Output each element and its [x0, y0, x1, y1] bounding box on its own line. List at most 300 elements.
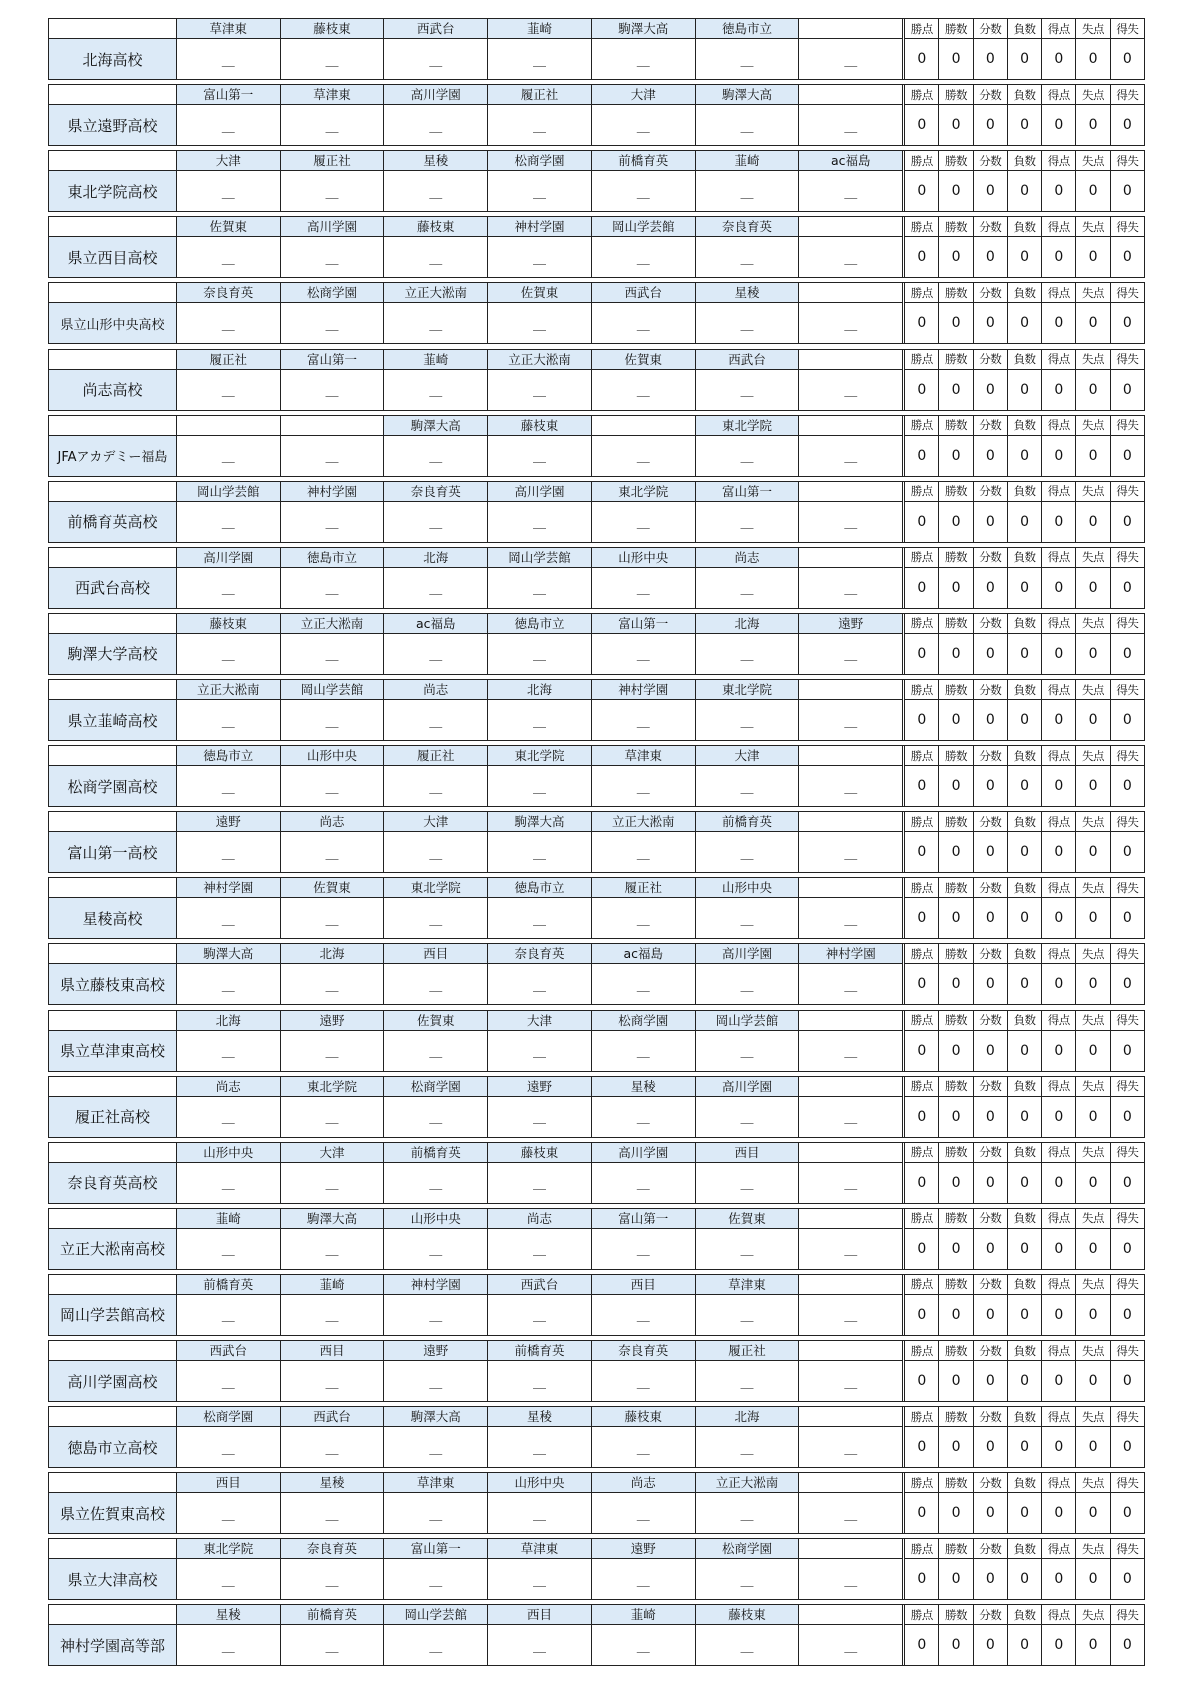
opponent-label: 星稜: [176, 1605, 280, 1625]
stat-value: 0: [973, 501, 1007, 542]
match-score-cell[interactable]: ＿: [695, 105, 799, 146]
stat-value: 0: [905, 898, 939, 939]
stat-value: 0: [939, 766, 973, 807]
stat-value: 0: [1042, 766, 1076, 807]
match-score-cell[interactable]: ＿: [280, 567, 384, 608]
stat-value: 0: [1110, 1625, 1144, 1666]
match-score-cell[interactable]: ＿: [695, 766, 799, 807]
match-score-cell[interactable]: ＿: [488, 964, 592, 1005]
stat-header: 得点: [1042, 151, 1076, 171]
stat-header: 勝数: [939, 746, 973, 766]
match-score-cell[interactable]: ＿: [280, 435, 384, 476]
match-score-cell[interactable]: ＿: [280, 501, 384, 542]
stat-value: 0: [1110, 1559, 1144, 1600]
opponent-label: 遠野: [176, 812, 280, 832]
match-score-cell[interactable]: ＿: [384, 171, 488, 212]
match-score-cell[interactable]: ＿: [384, 1625, 488, 1666]
stat-value: 0: [973, 1096, 1007, 1137]
match-score-cell[interactable]: ＿: [488, 766, 592, 807]
match-score-cell[interactable]: ＿: [384, 237, 488, 278]
stat-value: 0: [905, 1096, 939, 1137]
opponent-label: [799, 19, 903, 39]
match-score-cell[interactable]: ＿: [799, 633, 903, 674]
match-score-cell[interactable]: ＿: [280, 105, 384, 146]
match-score-cell[interactable]: ＿: [591, 633, 695, 674]
opponent-label: 駒澤大高: [695, 85, 799, 105]
match-score-cell[interactable]: ＿: [799, 766, 903, 807]
team-block: [48, 1142, 1145, 1203]
stat-value: 0: [1042, 700, 1076, 741]
opponent-label: 星稜: [280, 1473, 384, 1493]
match-score-cell[interactable]: ＿: [799, 700, 903, 741]
match-score-cell[interactable]: ＿: [176, 1294, 280, 1335]
opponent-label: 藤枝東: [280, 19, 384, 39]
match-score-cell[interactable]: ＿: [488, 171, 592, 212]
match-score-cell[interactable]: ＿: [384, 501, 488, 542]
stat-value: 0: [1110, 832, 1144, 873]
stat-header: 勝点: [905, 812, 939, 832]
match-score-cell[interactable]: ＿: [799, 1228, 903, 1269]
match-score-cell[interactable]: ＿: [280, 832, 384, 873]
opponent-label: 尚志: [488, 1208, 592, 1228]
match-score-cell[interactable]: ＿: [488, 832, 592, 873]
stat-value: 0: [905, 1030, 939, 1071]
match-score-cell[interactable]: ＿: [488, 700, 592, 741]
match-score-cell[interactable]: ＿: [695, 567, 799, 608]
match-score-cell[interactable]: ＿: [488, 1096, 592, 1137]
match-score-cell[interactable]: ＿: [799, 39, 903, 80]
stat-value: 0: [973, 171, 1007, 212]
match-score-cell[interactable]: ＿: [591, 766, 695, 807]
match-score-cell[interactable]: ＿: [384, 1030, 488, 1071]
stat-value: 0: [1076, 1427, 1110, 1468]
stat-value: 0: [939, 1493, 973, 1534]
match-score-cell[interactable]: ＿: [280, 171, 384, 212]
match-score-cell[interactable]: ＿: [591, 1030, 695, 1071]
opponent-label: 遠野: [280, 1010, 384, 1030]
stat-value: 0: [973, 1361, 1007, 1402]
match-score-cell[interactable]: ＿: [591, 39, 695, 80]
match-score-cell[interactable]: ＿: [591, 171, 695, 212]
team-name: 西武台高校: [49, 567, 177, 608]
opponent-label: 東北学院: [384, 878, 488, 898]
match-score-cell[interactable]: ＿: [488, 1228, 592, 1269]
match-score-cell[interactable]: ＿: [591, 105, 695, 146]
match-score-cell[interactable]: ＿: [799, 171, 903, 212]
stat-header: 分数: [973, 613, 1007, 633]
opponent-label: 藤枝東: [176, 613, 280, 633]
stat-value: 0: [1042, 1228, 1076, 1269]
match-score-cell[interactable]: ＿: [591, 700, 695, 741]
match-score-cell[interactable]: ＿: [488, 1625, 592, 1666]
match-score-cell[interactable]: ＿: [176, 1228, 280, 1269]
stat-value: 0: [905, 237, 939, 278]
team-block: [48, 1538, 1145, 1599]
stat-value: 0: [1110, 1294, 1144, 1335]
opponent-label: 韮崎: [280, 1274, 384, 1294]
match-score-cell[interactable]: ＿: [384, 898, 488, 939]
match-score-cell[interactable]: ＿: [799, 105, 903, 146]
match-score-cell[interactable]: ＿: [488, 237, 592, 278]
match-score-cell[interactable]: ＿: [799, 303, 903, 344]
team-name: 岡山学芸館高校: [49, 1294, 177, 1335]
match-score-cell[interactable]: ＿: [280, 633, 384, 674]
stat-header: 負数: [1007, 613, 1041, 633]
opponent-label: 東北学院: [591, 481, 695, 501]
stat-header: 負数: [1007, 812, 1041, 832]
stat-header: 得点: [1042, 547, 1076, 567]
stat-header: 勝点: [905, 19, 939, 39]
stat-header: 勝点: [905, 481, 939, 501]
match-score-cell[interactable]: ＿: [280, 898, 384, 939]
match-score-cell[interactable]: ＿: [280, 1427, 384, 1468]
stat-header: 勝点: [905, 349, 939, 369]
opponent-label: 韮崎: [488, 19, 592, 39]
match-score-cell[interactable]: ＿: [176, 369, 280, 410]
match-score-cell[interactable]: ＿: [384, 1096, 488, 1137]
match-score-cell[interactable]: ＿: [799, 832, 903, 873]
match-score-cell[interactable]: ＿: [695, 1493, 799, 1534]
match-score-cell[interactable]: ＿: [695, 633, 799, 674]
match-score-cell[interactable]: ＿: [591, 964, 695, 1005]
match-score-cell[interactable]: ＿: [176, 1162, 280, 1203]
match-score-cell[interactable]: ＿: [176, 1625, 280, 1666]
match-score-cell[interactable]: ＿: [799, 435, 903, 476]
match-score-cell[interactable]: ＿: [280, 1228, 384, 1269]
opponent-label: 松商学園: [591, 1010, 695, 1030]
match-score-cell[interactable]: ＿: [695, 1427, 799, 1468]
match-score-cell[interactable]: ＿: [384, 1493, 488, 1534]
match-score-cell[interactable]: ＿: [695, 1228, 799, 1269]
match-score-cell[interactable]: ＿: [695, 1559, 799, 1600]
match-score-cell[interactable]: ＿: [488, 1030, 592, 1071]
match-score-cell[interactable]: ＿: [799, 1427, 903, 1468]
match-score-cell[interactable]: ＿: [799, 1625, 903, 1666]
match-score-cell[interactable]: ＿: [176, 1361, 280, 1402]
opponent-label: 高川学園: [591, 1142, 695, 1162]
stat-header: 勝数: [939, 85, 973, 105]
match-score-cell[interactable]: ＿: [799, 237, 903, 278]
stat-header: 失点: [1076, 151, 1110, 171]
opponent-label: 高川学園: [176, 547, 280, 567]
match-score-cell[interactable]: ＿: [799, 964, 903, 1005]
match-score-cell[interactable]: ＿: [695, 1625, 799, 1666]
stat-header: 負数: [1007, 878, 1041, 898]
match-score-cell[interactable]: ＿: [799, 1162, 903, 1203]
match-score-cell[interactable]: ＿: [176, 105, 280, 146]
match-score-cell[interactable]: ＿: [384, 39, 488, 80]
match-score-cell[interactable]: ＿: [695, 964, 799, 1005]
stat-header: 得点: [1042, 812, 1076, 832]
stat-value: 0: [905, 1625, 939, 1666]
match-score-cell[interactable]: ＿: [695, 303, 799, 344]
match-score-cell[interactable]: ＿: [384, 1427, 488, 1468]
match-score-cell[interactable]: ＿: [695, 1294, 799, 1335]
stat-header: 得失: [1110, 812, 1144, 832]
match-score-cell[interactable]: ＿: [799, 1361, 903, 1402]
match-score-cell[interactable]: ＿: [176, 964, 280, 1005]
match-score-cell[interactable]: ＿: [799, 1096, 903, 1137]
opponent-label: [799, 1274, 903, 1294]
match-score-cell[interactable]: ＿: [384, 964, 488, 1005]
match-score-cell[interactable]: ＿: [591, 1361, 695, 1402]
match-score-cell[interactable]: ＿: [488, 1162, 592, 1203]
match-score-cell[interactable]: ＿: [384, 369, 488, 410]
match-score-cell[interactable]: ＿: [488, 1361, 592, 1402]
corner-cell: [49, 85, 177, 105]
match-score-cell[interactable]: ＿: [280, 1361, 384, 1402]
stat-value: 0: [973, 1162, 1007, 1203]
corner-cell: [49, 878, 177, 898]
match-score-cell[interactable]: ＿: [591, 567, 695, 608]
match-score-cell[interactable]: ＿: [384, 1228, 488, 1269]
match-score-cell[interactable]: ＿: [280, 964, 384, 1005]
opponent-label: [799, 415, 903, 435]
match-score-cell[interactable]: ＿: [280, 1030, 384, 1071]
match-score-cell[interactable]: ＿: [695, 237, 799, 278]
opponent-label: 岡山学芸館: [280, 680, 384, 700]
match-score-cell[interactable]: ＿: [695, 700, 799, 741]
match-score-cell[interactable]: ＿: [695, 39, 799, 80]
stat-header: 得点: [1042, 1208, 1076, 1228]
stat-value: 0: [1042, 1030, 1076, 1071]
match-score-cell[interactable]: ＿: [176, 237, 280, 278]
match-score-cell[interactable]: ＿: [488, 105, 592, 146]
match-score-cell[interactable]: ＿: [176, 1427, 280, 1468]
opponent-label: 松商学園: [488, 151, 592, 171]
stat-value: 0: [939, 1625, 973, 1666]
match-score-cell[interactable]: ＿: [799, 898, 903, 939]
opponent-label: 遠野: [591, 1539, 695, 1559]
stat-value: 0: [1042, 1096, 1076, 1137]
match-score-cell[interactable]: ＿: [280, 1493, 384, 1534]
opponent-label: 佐賀東: [488, 283, 592, 303]
match-score-cell[interactable]: ＿: [591, 1625, 695, 1666]
match-score-cell[interactable]: ＿: [488, 633, 592, 674]
match-score-cell[interactable]: ＿: [591, 1162, 695, 1203]
stat-header: 分数: [973, 1473, 1007, 1493]
stat-value: 0: [1076, 1096, 1110, 1137]
match-score-cell[interactable]: ＿: [591, 369, 695, 410]
opponent-label: 尚志: [280, 812, 384, 832]
stat-header: 勝点: [905, 613, 939, 633]
match-score-cell[interactable]: ＿: [591, 1096, 695, 1137]
stat-header: 負数: [1007, 85, 1041, 105]
match-score-cell[interactable]: ＿: [799, 1493, 903, 1534]
match-score-cell[interactable]: ＿: [591, 303, 695, 344]
match-score-cell[interactable]: ＿: [695, 1030, 799, 1071]
opponent-label: 尚志: [384, 680, 488, 700]
stat-value: 0: [1076, 501, 1110, 542]
opponent-label: 北海: [695, 1407, 799, 1427]
match-score-cell[interactable]: ＿: [280, 39, 384, 80]
match-score-cell[interactable]: ＿: [695, 1162, 799, 1203]
match-score-cell[interactable]: ＿: [384, 1294, 488, 1335]
stat-value: 0: [905, 435, 939, 476]
stat-value: 0: [1042, 964, 1076, 1005]
match-score-cell[interactable]: ＿: [176, 766, 280, 807]
match-score-cell[interactable]: ＿: [176, 898, 280, 939]
match-score-cell[interactable]: ＿: [695, 501, 799, 542]
stat-header: 得点: [1042, 283, 1076, 303]
match-score-cell[interactable]: ＿: [176, 633, 280, 674]
stat-value: 0: [1007, 1294, 1041, 1335]
match-score-cell[interactable]: ＿: [799, 1030, 903, 1071]
stat-header: 得失: [1110, 151, 1144, 171]
match-score-cell[interactable]: ＿: [695, 369, 799, 410]
match-score-cell[interactable]: ＿: [799, 1294, 903, 1335]
match-score-cell[interactable]: ＿: [591, 435, 695, 476]
match-score-cell[interactable]: ＿: [591, 898, 695, 939]
match-score-cell[interactable]: ＿: [488, 303, 592, 344]
team-block: [48, 1208, 1145, 1269]
match-score-cell[interactable]: ＿: [176, 501, 280, 542]
match-score-cell[interactable]: ＿: [591, 832, 695, 873]
opponent-label: 高川学園: [384, 85, 488, 105]
match-score-cell[interactable]: ＿: [488, 435, 592, 476]
stat-value: 0: [1007, 766, 1041, 807]
match-score-cell[interactable]: ＿: [176, 1559, 280, 1600]
match-score-cell[interactable]: ＿: [176, 567, 280, 608]
opponent-label: 韮崎: [384, 349, 488, 369]
match-score-cell[interactable]: ＿: [591, 1559, 695, 1600]
match-score-cell[interactable]: ＿: [384, 633, 488, 674]
match-score-cell[interactable]: ＿: [591, 1493, 695, 1534]
match-score-cell[interactable]: ＿: [280, 237, 384, 278]
match-score-cell[interactable]: ＿: [280, 1559, 384, 1600]
opponent-label: 富山第一: [176, 85, 280, 105]
match-score-cell[interactable]: ＿: [384, 700, 488, 741]
stat-value: 0: [905, 105, 939, 146]
match-score-cell[interactable]: ＿: [799, 1559, 903, 1600]
match-score-cell[interactable]: ＿: [280, 1294, 384, 1335]
stat-header: 分数: [973, 349, 1007, 369]
team-block: [48, 282, 1145, 343]
match-score-cell[interactable]: ＿: [384, 1361, 488, 1402]
stat-header: 分数: [973, 878, 1007, 898]
match-score-cell[interactable]: ＿: [280, 369, 384, 410]
opponent-label: 立正大淞南: [176, 680, 280, 700]
match-score-cell[interactable]: ＿: [384, 303, 488, 344]
team-name: 県立遠野高校: [49, 105, 177, 146]
stat-value: 0: [1007, 1096, 1041, 1137]
match-score-cell[interactable]: ＿: [280, 700, 384, 741]
match-score-cell[interactable]: ＿: [384, 766, 488, 807]
stat-value: 0: [1007, 501, 1041, 542]
match-score-cell[interactable]: ＿: [488, 1427, 592, 1468]
stat-header: 負数: [1007, 1274, 1041, 1294]
match-score-cell[interactable]: ＿: [176, 832, 280, 873]
match-score-cell[interactable]: ＿: [384, 1559, 488, 1600]
match-score-cell[interactable]: ＿: [384, 435, 488, 476]
match-score-cell[interactable]: ＿: [488, 369, 592, 410]
match-score-cell[interactable]: ＿: [384, 832, 488, 873]
opponent-label: 西目: [488, 1605, 592, 1625]
stat-header: 得点: [1042, 1341, 1076, 1361]
stat-header: 勝数: [939, 1274, 973, 1294]
match-score-cell[interactable]: ＿: [280, 766, 384, 807]
match-score-cell[interactable]: ＿: [591, 1427, 695, 1468]
match-score-cell[interactable]: ＿: [488, 1559, 592, 1600]
match-score-cell[interactable]: ＿: [488, 567, 592, 608]
match-score-cell[interactable]: ＿: [488, 501, 592, 542]
match-score-cell[interactable]: ＿: [591, 501, 695, 542]
opponent-label: 草津東: [591, 746, 695, 766]
stat-value: 0: [1076, 39, 1110, 80]
stat-header: 失点: [1076, 349, 1110, 369]
match-score-cell[interactable]: ＿: [280, 303, 384, 344]
stat-value: 0: [1042, 303, 1076, 344]
stat-header: 勝点: [905, 1274, 939, 1294]
stat-header: 得失: [1110, 944, 1144, 964]
match-score-cell[interactable]: ＿: [176, 700, 280, 741]
match-score-cell[interactable]: ＿: [176, 1096, 280, 1137]
opponent-label: 星稜: [488, 1407, 592, 1427]
match-score-cell[interactable]: ＿: [488, 39, 592, 80]
match-score-cell[interactable]: ＿: [591, 1294, 695, 1335]
match-score-cell[interactable]: ＿: [176, 171, 280, 212]
match-score-cell[interactable]: ＿: [176, 435, 280, 476]
match-score-cell[interactable]: ＿: [280, 1625, 384, 1666]
match-score-cell[interactable]: ＿: [176, 1493, 280, 1534]
match-score-cell[interactable]: ＿: [799, 501, 903, 542]
stat-header: 勝点: [905, 547, 939, 567]
match-score-cell[interactable]: ＿: [176, 39, 280, 80]
match-score-cell[interactable]: ＿: [488, 898, 592, 939]
opponent-label: 履正社: [695, 1341, 799, 1361]
match-score-cell[interactable]: ＿: [384, 567, 488, 608]
match-score-cell[interactable]: ＿: [384, 1162, 488, 1203]
match-score-cell[interactable]: ＿: [695, 1361, 799, 1402]
match-score-cell[interactable]: ＿: [591, 1228, 695, 1269]
match-score-cell[interactable]: ＿: [695, 171, 799, 212]
corner-cell: [49, 19, 177, 39]
match-score-cell[interactable]: ＿: [176, 1030, 280, 1071]
stat-value: 0: [1076, 1228, 1110, 1269]
match-score-cell[interactable]: ＿: [695, 898, 799, 939]
match-score-cell[interactable]: ＿: [695, 1096, 799, 1137]
opponent-label: 東北学院: [280, 1076, 384, 1096]
opponent-label: 徳島市立: [488, 613, 592, 633]
opponent-label: 北海: [695, 613, 799, 633]
stat-header: 失点: [1076, 19, 1110, 39]
match-score-cell[interactable]: ＿: [695, 435, 799, 476]
opponent-label: 佐賀東: [176, 217, 280, 237]
match-score-cell[interactable]: ＿: [488, 1294, 592, 1335]
stat-value: 0: [939, 1559, 973, 1600]
stat-value: 0: [973, 700, 1007, 741]
match-score-cell[interactable]: ＿: [591, 237, 695, 278]
match-score-cell[interactable]: ＿: [695, 832, 799, 873]
stat-value: 0: [905, 369, 939, 410]
stat-value: 0: [939, 1096, 973, 1137]
match-score-cell[interactable]: ＿: [280, 1096, 384, 1137]
opponent-label: 神村学園: [488, 217, 592, 237]
match-score-cell[interactable]: ＿: [488, 1493, 592, 1534]
match-score-cell[interactable]: ＿: [799, 369, 903, 410]
match-score-cell[interactable]: ＿: [384, 105, 488, 146]
stat-value: 0: [905, 39, 939, 80]
stat-value: 0: [939, 567, 973, 608]
stat-header: 分数: [973, 1274, 1007, 1294]
opponent-label: [280, 415, 384, 435]
stat-value: 0: [1007, 1162, 1041, 1203]
match-score-cell[interactable]: ＿: [799, 567, 903, 608]
match-score-cell[interactable]: ＿: [176, 303, 280, 344]
opponent-label: 藤枝東: [695, 1605, 799, 1625]
match-score-cell[interactable]: ＿: [280, 1162, 384, 1203]
corner-cell: [49, 283, 177, 303]
